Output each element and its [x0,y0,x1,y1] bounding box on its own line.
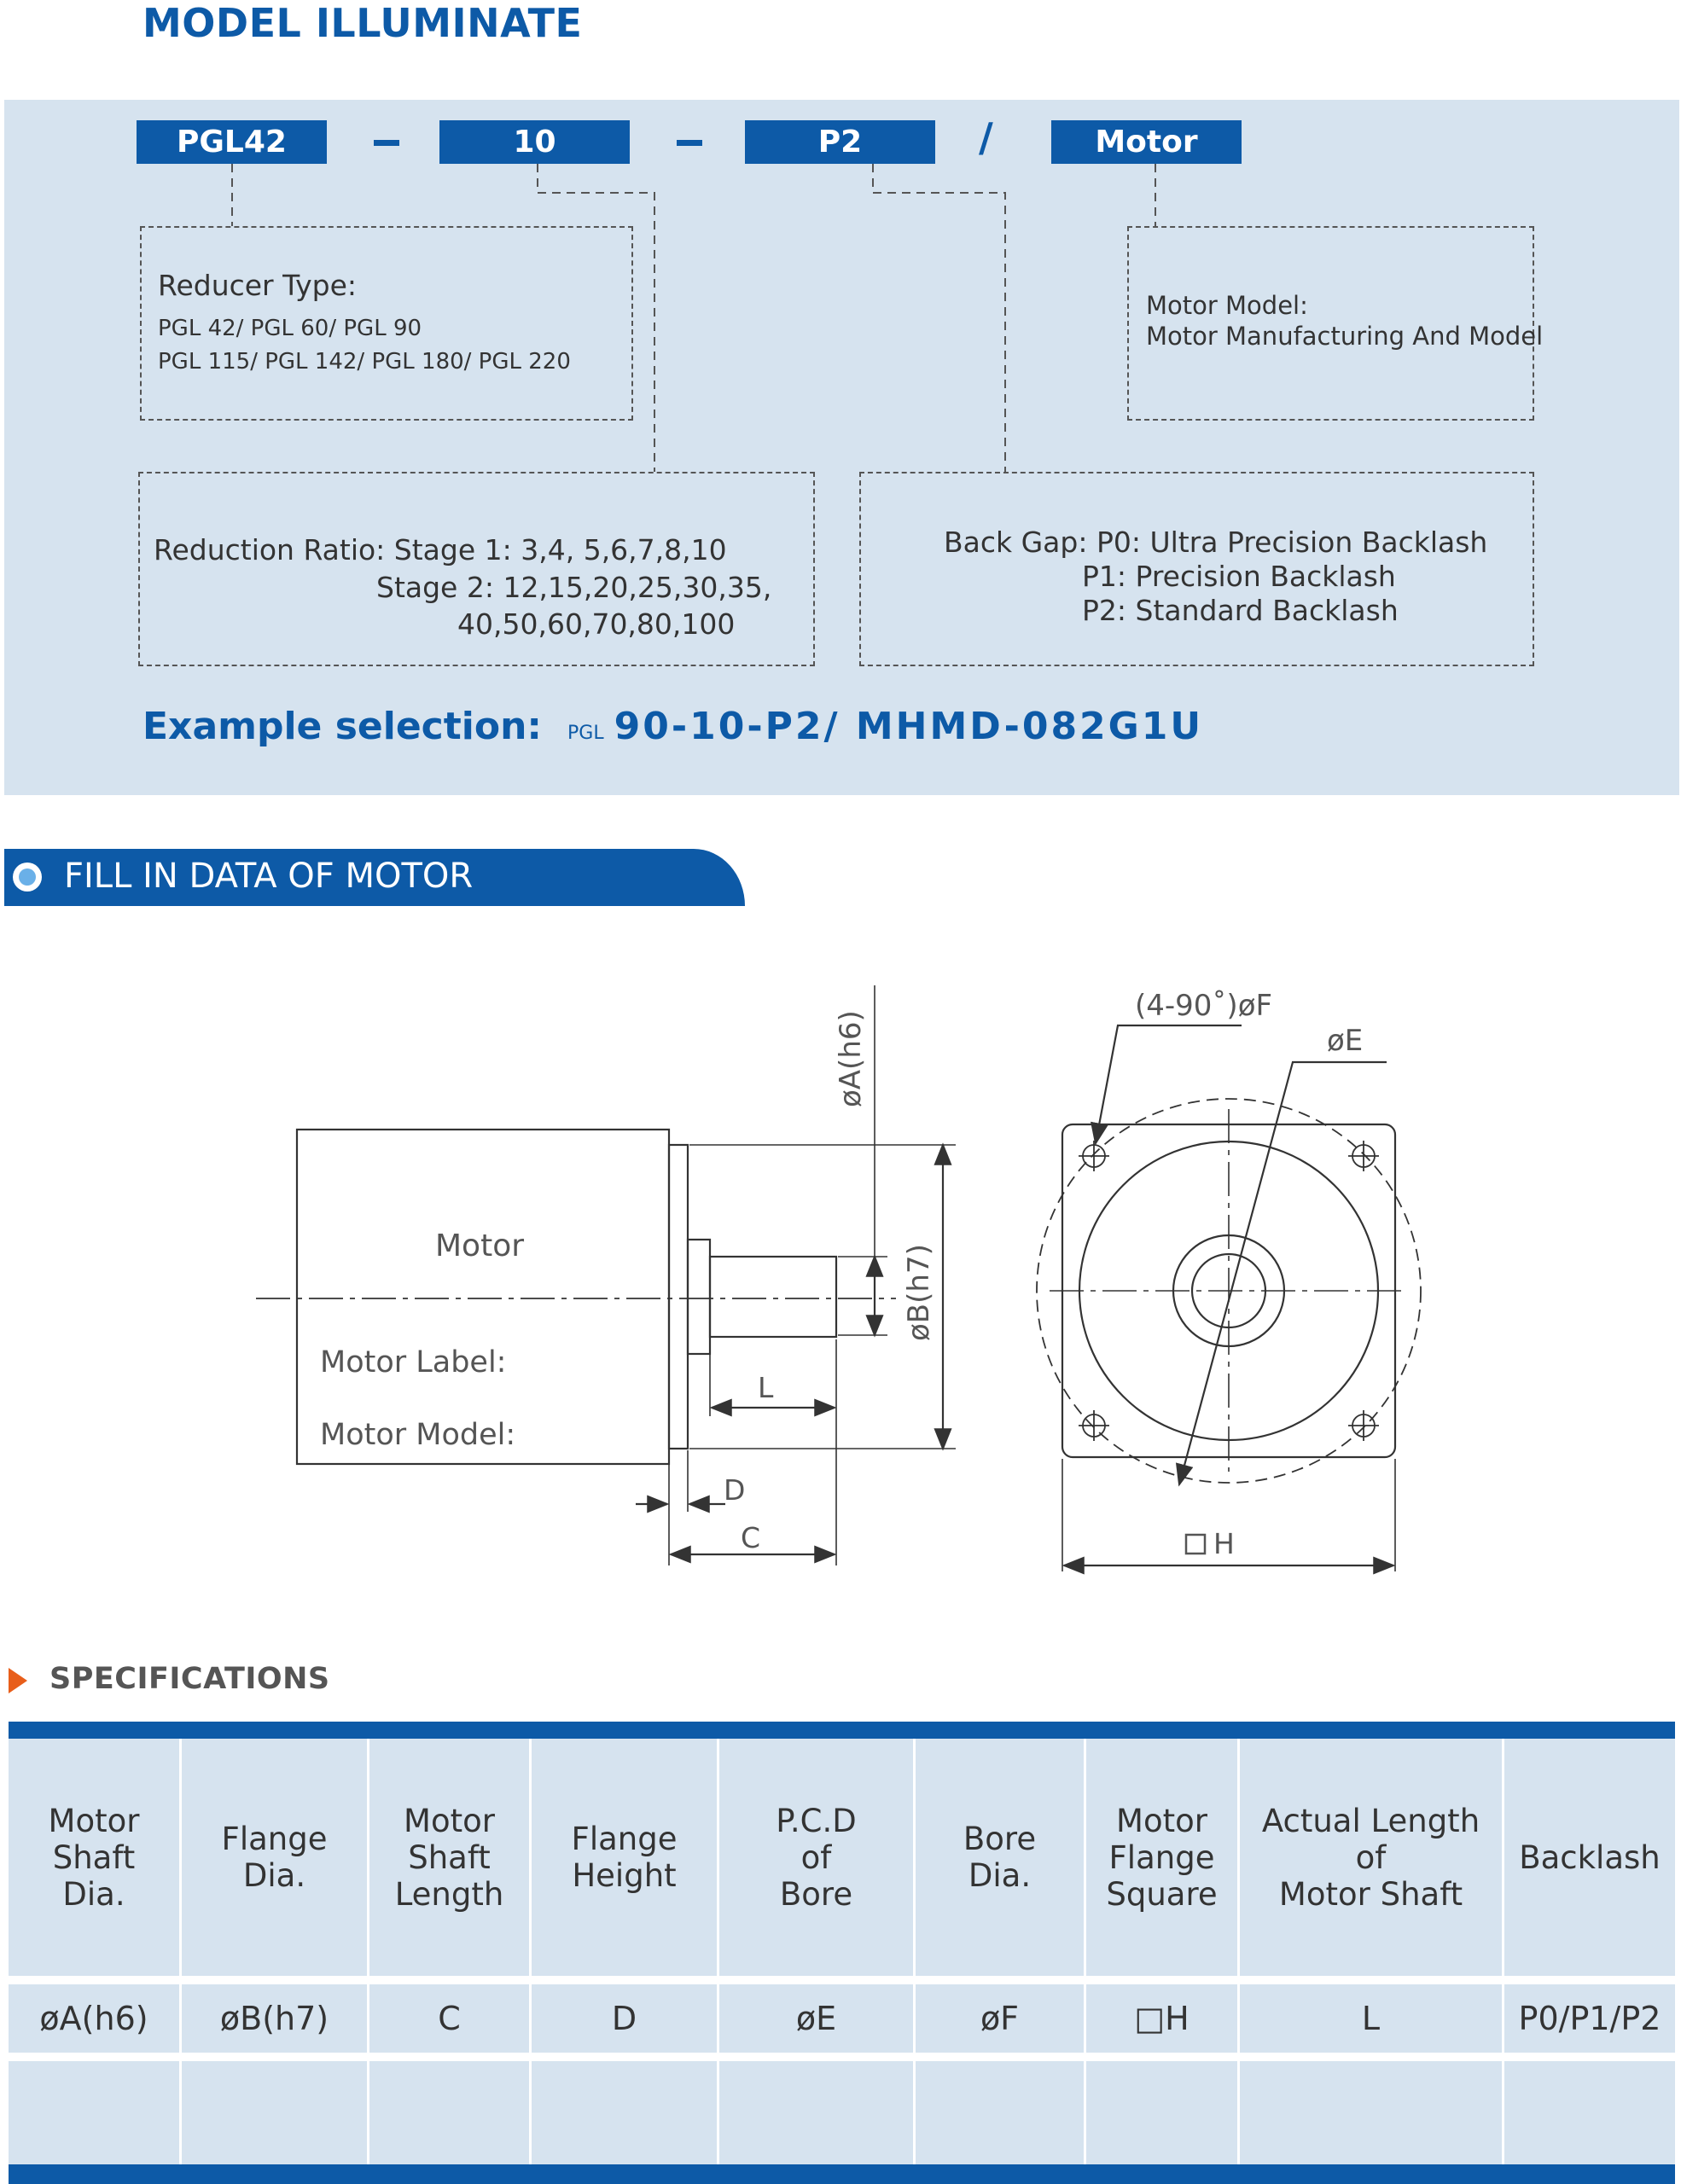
dim-H-label: H [1213,1527,1235,1560]
code-separator-slash: / [979,114,993,160]
spec-symbol-cell: øA(h6) [9,1984,179,2053]
spec-symbol-cell: øB(h7) [182,1984,367,2053]
motor-pilot [688,1240,710,1354]
spec-symbol-cell: P0/P1/P2 [1504,1984,1675,2053]
spec-symbol-cell: øF [916,1984,1084,2053]
orange-triangle-icon [9,1668,27,1693]
code-reducer-type: PGL42 [137,120,327,164]
code-motor: Motor [1051,120,1242,164]
motor-model-box [1127,226,1544,421]
spec-symbol-cell: L [1240,1984,1502,2053]
back-gap-p0: Back Gap: P0: Ultra Precision Backlash [944,526,1488,559]
spec-value-cell[interactable] [9,2061,179,2164]
spec-value-cell[interactable] [1504,2061,1675,2164]
spec-symbol-cell: C [369,1984,529,2053]
motor-model-text: Motor Model: [320,1418,516,1452]
example-selection [143,705,1203,748]
spec-header-cell: Motor Shaft Length [369,1739,529,1976]
square-symbol-icon [1186,1535,1205,1554]
reduction-ratio-stage2-cont: 40,50,60,70,80,100 [457,607,736,641]
spec-value-cell[interactable] [182,2061,367,2164]
motor-label-text: Motor Label: [320,1345,507,1380]
back-gap-box [859,472,1534,666]
code-backlash: P2 [745,120,935,164]
spec-header-cell: Flange Dia. [182,1739,367,1976]
dim-E-label: øE [1327,1024,1364,1058]
dim-D-label: D [724,1473,746,1507]
dim-A-label: øA(h6) [834,1010,868,1107]
spec-symbol-cell: D [532,1984,717,2053]
motor-shaft [710,1257,836,1337]
example-prefix: PGL [567,723,604,744]
reduction-ratio-stage2: Stage 2: 12,15,20,25,30,35, [376,571,772,604]
spec-header-cell: P.C.D of Bore [719,1739,913,1976]
dim-F-label: (4-90˚)øF [1135,989,1273,1023]
spec-symbol-cell: □H [1086,1984,1237,2053]
bullet-circle-inner [19,868,36,886]
motor-model-line1: Motor Model: [1146,291,1308,320]
table-bottom-bar [9,2164,1675,2184]
table-top-bar [9,1722,1675,1739]
spec-value-cell[interactable] [532,2061,717,2164]
reducer-type-box [140,226,633,421]
spec-value-cell[interactable] [1086,2061,1237,2164]
page-title: MODEL ILLUMINATE [143,0,583,46]
spec-header-cell: Motor Shaft Dia. [9,1739,179,1976]
spec-header-cell: Backlash [1504,1739,1675,1976]
example-value: 90-10-P2/ MHMD-082G1U [614,705,1204,748]
spec-value-cell[interactable] [1240,2061,1502,2164]
motor-body [297,1130,669,1464]
spec-header-cell: Bore Dia. [916,1739,1084,1976]
example-label: Example selection: [143,705,543,748]
dim-L-label: L [758,1371,774,1404]
spec-symbol-cell: øE [719,1984,913,2053]
motor-model-line2: Motor Manufacturing And Model [1146,322,1544,351]
spec-value-cell[interactable] [719,2061,913,2164]
spec-header-cell: Motor Flange Square [1086,1739,1237,1976]
back-gap-p1: P1: Precision Backlash [1082,560,1396,593]
dim-C-label: C [741,1521,761,1554]
dim-B-label: øB(h7) [902,1244,936,1341]
motor-flange [669,1145,688,1449]
code-ratio: 10 [439,120,630,164]
spec-header-cell: Flange Height [532,1739,717,1976]
fill-section-title: FILL IN DATA OF MOTOR [64,857,474,896]
reducer-type-line2: PGL 115/ PGL 142/ PGL 180/ PGL 220 [158,349,571,375]
motor-text: Motor [435,1228,525,1263]
spec-header-cell: Actual Length of Motor Shaft [1240,1739,1502,1976]
motor-dimension-drawing [0,938,1681,1587]
back-gap-p2: P2: Standard Backlash [1082,594,1399,627]
reducer-type-heading: Reducer Type: [158,269,358,302]
spec-value-cell[interactable] [916,2061,1084,2164]
specifications-title: SPECIFICATIONS [49,1662,330,1696]
reduction-ratio-box [138,472,815,666]
spec-value-cell[interactable] [369,2061,529,2164]
reducer-type-line1: PGL 42/ PGL 60/ PGL 90 [158,316,422,341]
reduction-ratio-stage1: Reduction Ratio: Stage 1: 3,4, 5,6,7,8,10 [154,533,727,566]
